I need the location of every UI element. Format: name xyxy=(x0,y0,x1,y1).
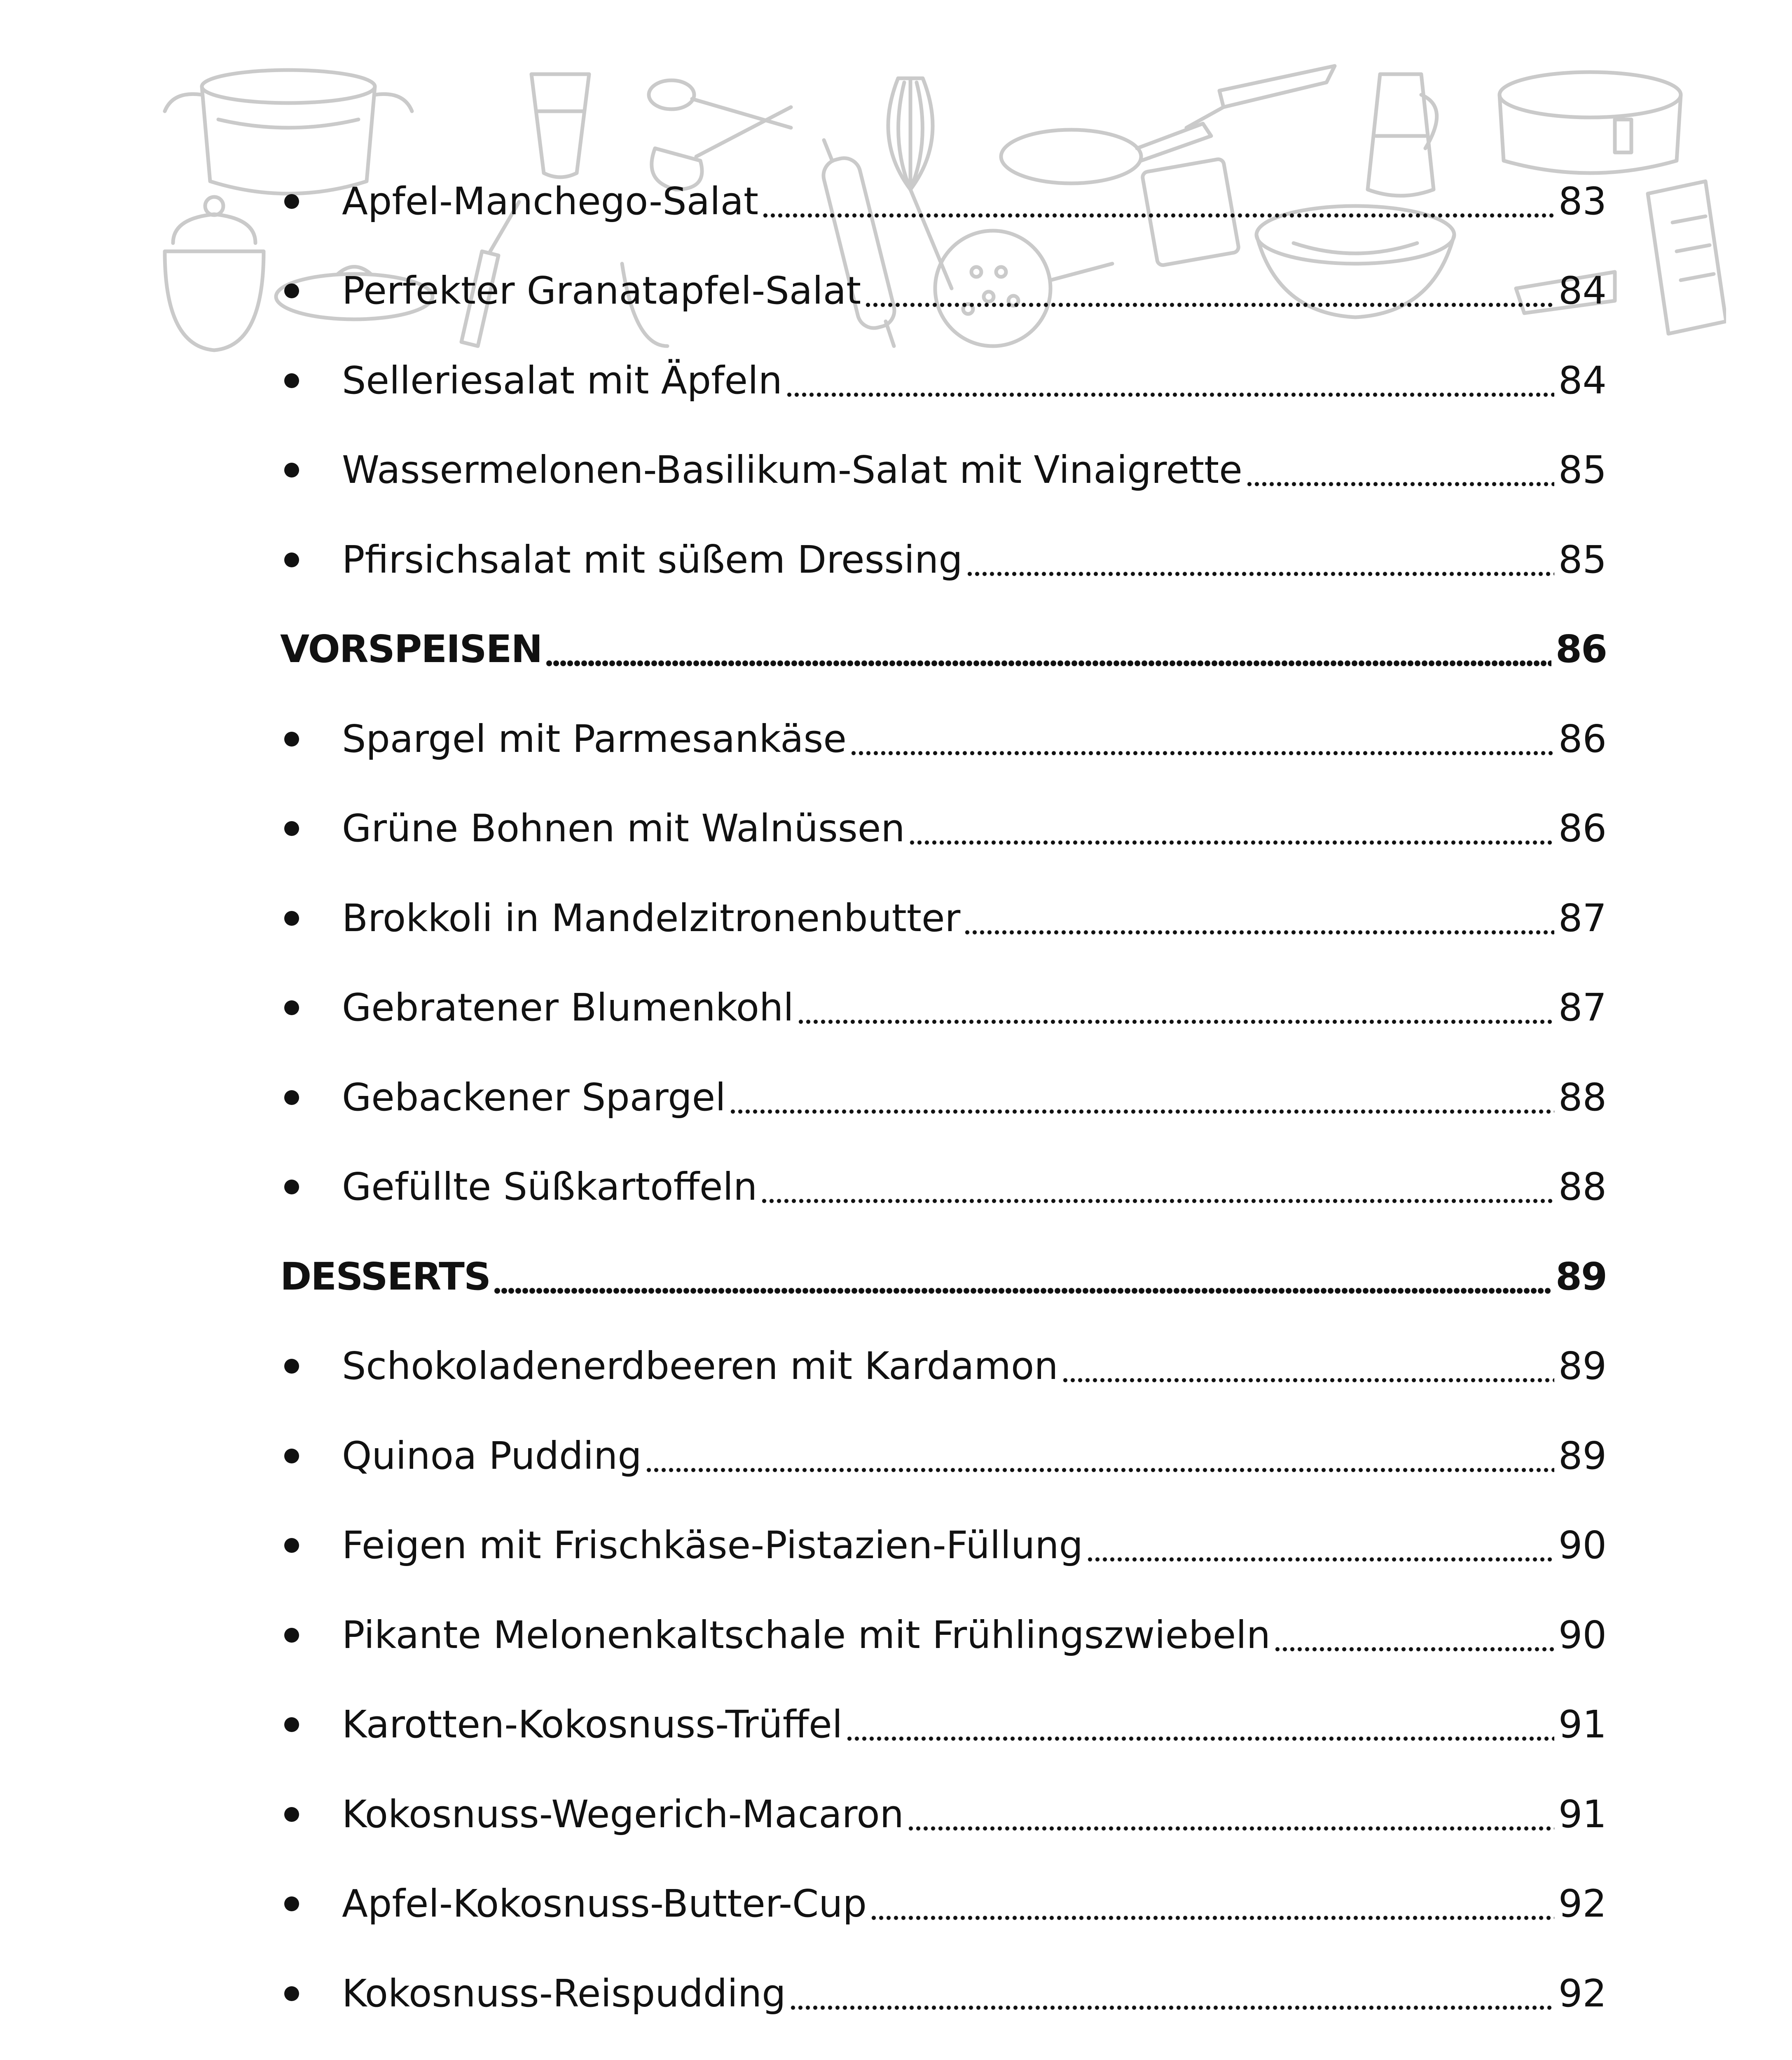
bullet-icon xyxy=(284,1180,299,1194)
toc-entry-page: 88 xyxy=(1558,1075,1607,1119)
toc-entry-macaron[interactable] xyxy=(280,1770,1607,1859)
toc-entry-page: 86 xyxy=(1558,806,1607,851)
toc-entry-page: 90 xyxy=(1558,1613,1607,1657)
toc-entry-page: 92 xyxy=(1558,1882,1607,1926)
dot-leader xyxy=(786,362,1554,400)
toc-entry-butter-cup[interactable] xyxy=(280,1859,1607,1949)
toc-entry-title: Selleriesalat mit Äpfeln xyxy=(342,358,782,403)
toc-entry-title: Schokoladenerdbeeren mit Kardamon xyxy=(342,1344,1058,1388)
toc-entry-gruene-bohnen[interactable] xyxy=(280,784,1607,874)
toc-entry-page: 84 xyxy=(1558,269,1607,313)
bullet-icon xyxy=(284,552,299,567)
toc-entry-page: 92 xyxy=(1558,1971,1607,2016)
bullet-icon xyxy=(284,1807,299,1822)
toc-entry-page: 85 xyxy=(1558,537,1607,582)
bullet-icon xyxy=(284,1000,299,1015)
toc-entry-page: 87 xyxy=(1558,896,1607,940)
dot-leader xyxy=(871,1885,1554,1923)
bullet-icon xyxy=(284,283,299,298)
toc-section-title: VORSPEISEN xyxy=(280,627,542,672)
bullet-icon xyxy=(284,194,299,209)
dot-leader xyxy=(763,183,1554,220)
toc-entry-title: Quinoa Pudding xyxy=(342,1433,642,1478)
bullet-icon xyxy=(284,1090,299,1105)
toc-entry-title: Gefüllte Süßkartoffeln xyxy=(342,1165,758,1209)
dot-leader xyxy=(730,1079,1554,1117)
toc-entry-title: Pikante Melonenkaltschale mit Frühlingszwiebeln xyxy=(342,1613,1271,1657)
dot-leader xyxy=(761,1168,1554,1206)
table-of-contents xyxy=(280,157,1607,2060)
dot-leader xyxy=(847,1706,1554,1744)
toc-entry-gebackener-spargel[interactable] xyxy=(280,1053,1607,1142)
dot-leader xyxy=(865,272,1554,310)
toc-entry-page: 90 xyxy=(1558,1523,1607,1568)
toc-section-desserts[interactable] xyxy=(280,1232,1607,1322)
toc-entry-karotten-trueffel[interactable] xyxy=(280,1680,1607,1770)
toc-entry-title: Gebratener Blumenkohl xyxy=(342,986,794,1030)
bullet-icon xyxy=(284,911,299,926)
toc-entry-page: 85 xyxy=(1558,448,1607,492)
toc-entry-title: Spargel mit Parmesankäse xyxy=(342,716,847,761)
toc-entry-title: Brokkoli in Mandelzitronenbutter xyxy=(342,896,961,940)
toc-entry-title: Kokosnuss-Wegerich-Macaron xyxy=(342,1792,904,1836)
toc-entry-title: Grüne Bohnen mit Walnüssen xyxy=(342,806,905,851)
toc-entry-quinoa-pudding[interactable] xyxy=(280,1411,1607,1501)
spoon-icon xyxy=(649,80,791,128)
dot-leader xyxy=(546,630,1551,668)
toc-entry-pfirsichsalat[interactable] xyxy=(280,515,1607,605)
toc-entry-page: 91 xyxy=(1558,1792,1607,1836)
toc-entry-schokoladenerdbeeren[interactable] xyxy=(280,1322,1607,1412)
toc-entry-title: Wassermelonen-Basilikum-Salat mit Vinaigrette xyxy=(342,448,1242,492)
toc-entry-title: Gebackener Spargel xyxy=(342,1075,726,1119)
toc-entry-blumenkohl[interactable] xyxy=(280,963,1607,1053)
toc-entry-mango-avocadocreme[interactable] xyxy=(280,2039,1607,2060)
toc-entry-suesskartoffeln[interactable] xyxy=(280,1142,1607,1232)
toc-entry-title: Feigen mit Frischkäse-Pistazien-Füllung xyxy=(342,1523,1083,1568)
toc-entry-melonenkaltschale[interactable] xyxy=(280,1590,1607,1680)
dot-leader xyxy=(646,1437,1554,1475)
toc-section-title: DESSERTS xyxy=(280,1254,491,1299)
toc-entry-selleriesalat[interactable] xyxy=(280,336,1607,426)
toc-entry-reispudding[interactable] xyxy=(280,1949,1607,2039)
bullet-icon xyxy=(284,373,299,388)
bullet-icon xyxy=(284,732,299,747)
toc-entry-apfel-manchego-salat[interactable] xyxy=(280,157,1607,246)
dot-leader xyxy=(790,1975,1554,2013)
toc-entry-page: 84 xyxy=(1558,358,1607,403)
dot-leader xyxy=(1062,1347,1554,1385)
dot-leader xyxy=(851,720,1554,758)
toc-entry-granatapfel-salat[interactable] xyxy=(280,246,1607,336)
toc-entry-brokkoli[interactable] xyxy=(280,873,1607,963)
toc-entry-feigen[interactable] xyxy=(280,1501,1607,1591)
dot-leader xyxy=(1087,1526,1554,1564)
toc-entry-title: Apfel-Kokosnuss-Butter-Cup xyxy=(342,1882,867,1926)
bullet-icon xyxy=(284,1628,299,1643)
toc-section-vorspeisen[interactable] xyxy=(280,605,1607,695)
bullet-icon xyxy=(284,1359,299,1374)
toc-entry-wassermelonen-salat[interactable] xyxy=(280,426,1607,515)
grater-icon xyxy=(1648,181,1726,334)
bullet-icon xyxy=(284,1896,299,1911)
toc-entry-title: Apfel-Manchego-Salat xyxy=(342,179,759,223)
toc-entry-page: 87 xyxy=(1558,986,1607,1030)
toc-entry-page: 86 xyxy=(1558,716,1607,761)
toc-entry-page: 89 xyxy=(1558,1344,1607,1388)
toc-entry-page: 89 xyxy=(1558,1433,1607,1478)
dot-leader xyxy=(1275,1616,1554,1654)
toc-entry-page: 83 xyxy=(1558,179,1607,223)
dot-leader xyxy=(964,899,1554,937)
bullet-icon xyxy=(284,821,299,836)
bullet-icon xyxy=(284,1717,299,1732)
dot-leader xyxy=(967,541,1554,579)
bullet-icon xyxy=(284,1449,299,1463)
dot-leader xyxy=(1247,451,1554,489)
dot-leader xyxy=(909,810,1554,847)
lidded-jar-icon xyxy=(165,197,264,350)
toc-entry-page: 88 xyxy=(1558,1165,1607,1209)
toc-section-page: 89 xyxy=(1555,1254,1607,1299)
toc-section-page: 86 xyxy=(1555,627,1607,672)
toc-entry-title: Perfekter Granatapfel-Salat xyxy=(342,269,861,313)
toc-entry-page: 91 xyxy=(1558,1702,1607,1747)
bullet-icon xyxy=(284,1538,299,1553)
dot-leader xyxy=(908,1795,1554,1833)
knife-icon xyxy=(1186,66,1335,128)
toc-entry-spargel-parmesan[interactable] xyxy=(280,694,1607,784)
bullet-icon xyxy=(284,463,299,478)
toc-entry-title: Karotten-Kokosnuss-Trüffel xyxy=(342,1702,843,1747)
dot-leader xyxy=(798,989,1554,1027)
toc-entry-title: Kokosnuss-Reispudding xyxy=(342,1971,786,2016)
bullet-icon xyxy=(284,1986,299,2001)
toc-entry-title: Pfirsichsalat mit süßem Dressing xyxy=(342,537,963,582)
dot-leader xyxy=(494,1258,1551,1296)
